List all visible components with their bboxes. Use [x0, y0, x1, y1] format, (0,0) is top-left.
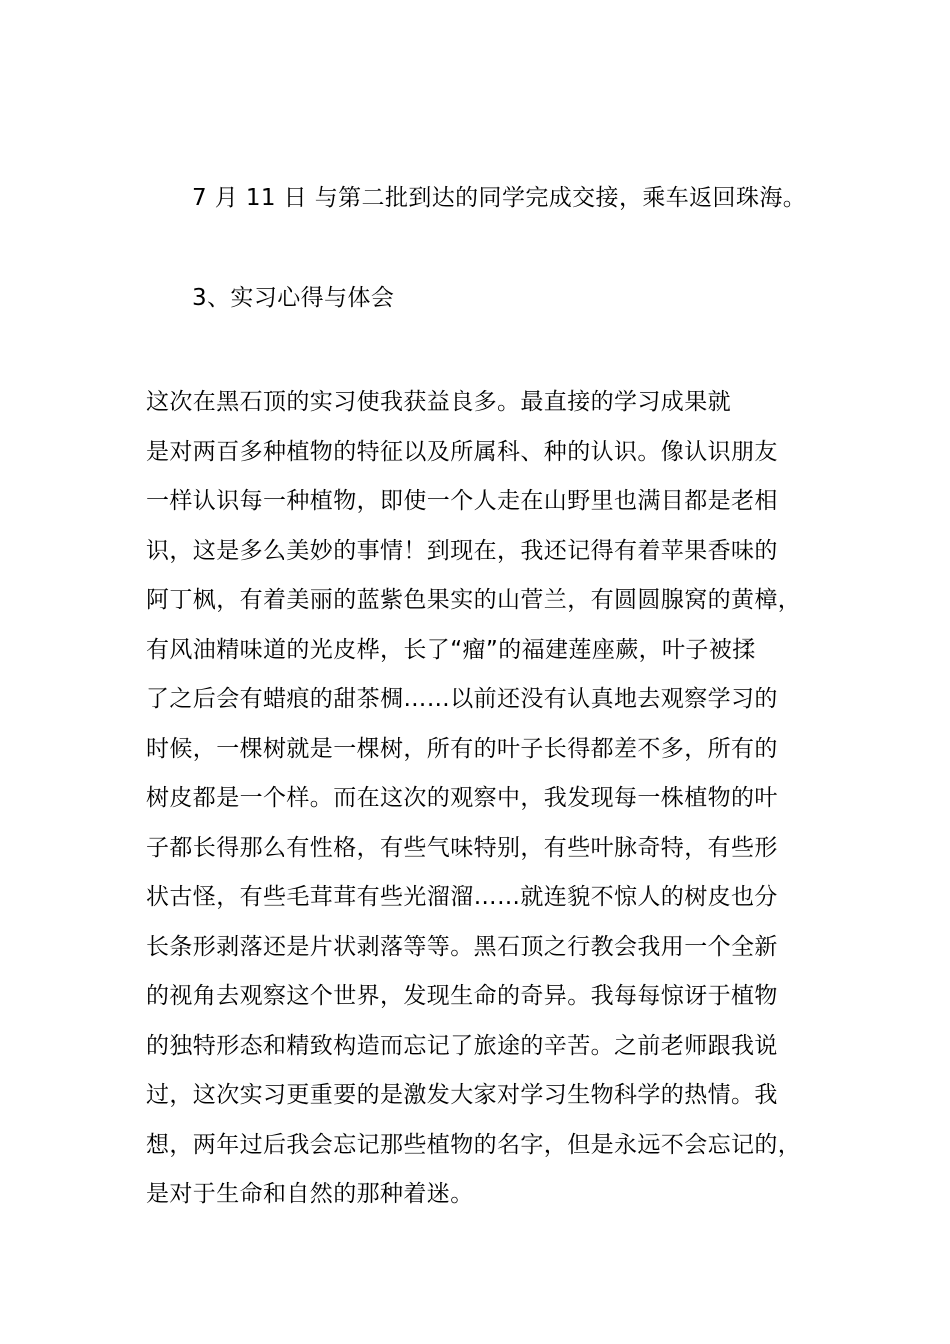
paragraph-line: 有风油精味道的光皮桦，长了“瘤”的福建莲座蕨，叶子被揉: [146, 637, 756, 663]
paragraph-line: 时候，一棵树就是一棵树，所有的叶子长得都差不多，所有的: [146, 736, 778, 762]
paragraph-line: 了之后会有蜡痕的甜茶椆……以前还没有认真地去观察学习的: [146, 686, 778, 712]
paragraph-line: 想，两年过后我会忘记那些植物的名字，但是永远不会忘记的，: [146, 1132, 802, 1158]
section-heading: 3、实习心得与体会: [192, 285, 395, 311]
paragraph-line: 的独特形态和精致构造而忘记了旅途的辛苦。之前老师跟我说: [146, 1033, 778, 1059]
diary-entry-line: 7 月 11 日 与第二批到达的同学完成交接，乘车返回珠海。: [192, 185, 807, 211]
paragraph-line: 子都长得那么有性格，有些气味特别，有些叶脉奇特，有些形: [146, 835, 778, 861]
paragraph-line: 是对于生命和自然的那种着迷。: [146, 1181, 474, 1207]
paragraph-line: 阿丁枫，有着美丽的蓝紫色果实的山菅兰，有圆圆腺窝的黄樟，: [146, 587, 802, 613]
paragraph-line: 的视角去观察这个世界，发现生命的奇异。我每每惊讶于植物: [146, 983, 778, 1009]
paragraph-line: 一样认识每一种植物，即使一个人走在山野里也满目都是老相: [146, 488, 778, 514]
paragraph-line: 状古怪，有些毛茸茸有些光溜溜……就连貌不惊人的树皮也分: [146, 884, 778, 910]
paragraph-line: 过，这次实习更重要的是激发大家对学习生物科学的热情。我: [146, 1082, 778, 1108]
paragraph-line: 树皮都是一个样。而在这次的观察中，我发现每一株植物的叶: [146, 785, 778, 811]
paragraph-line: 识，这是多么美妙的事情！到现在，我还记得有着苹果香味的: [146, 538, 778, 564]
paragraph-line: 是对两百多种植物的特征以及所属科、种的认识。像认识朋友: [146, 439, 778, 465]
paragraph-line: 长条形剥落还是片状剥落等等。黑石顶之行教会我用一个全新: [146, 934, 778, 960]
paragraph-line: 这次在黑石顶的实习使我获益良多。最直接的学习成果就: [146, 389, 731, 415]
